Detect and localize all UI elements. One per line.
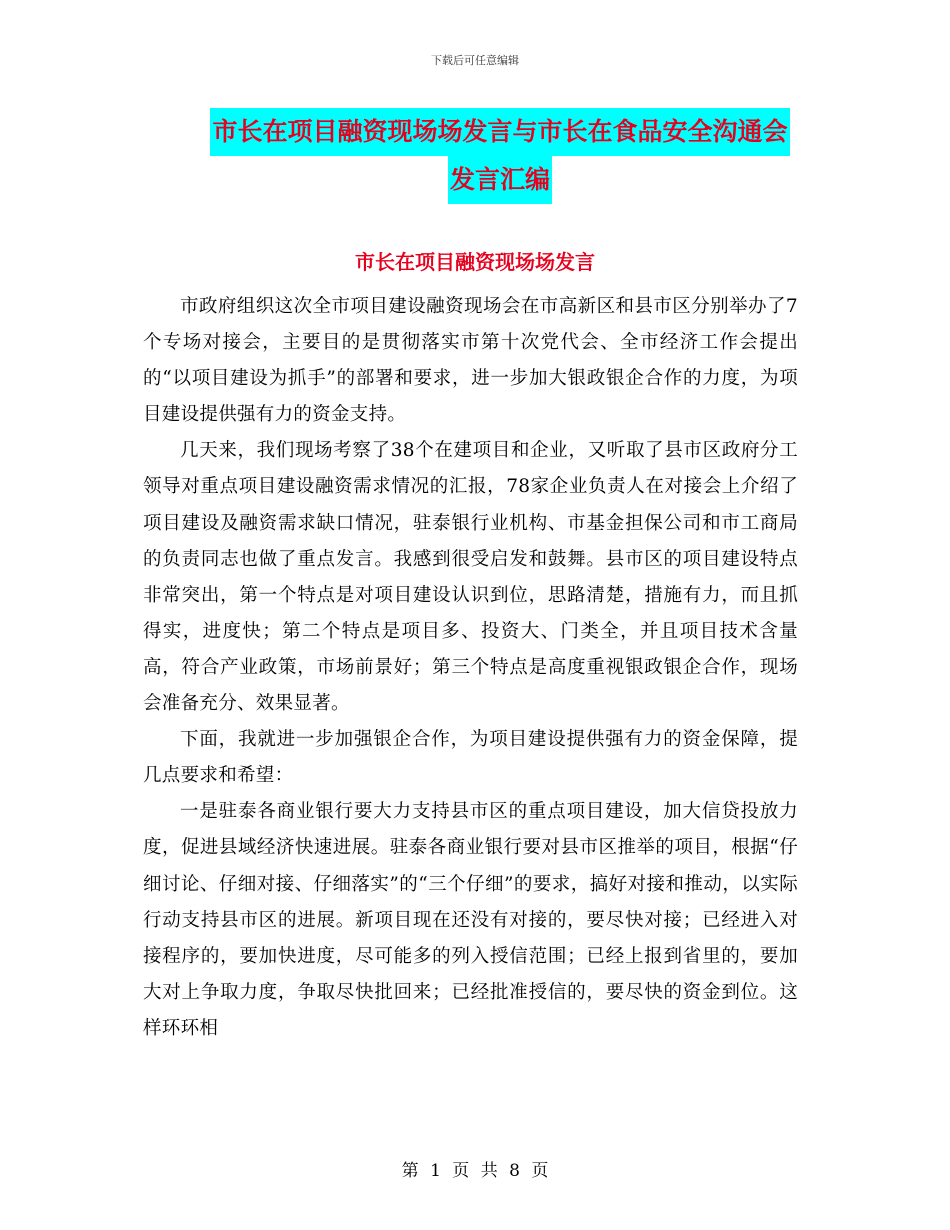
paragraph-4: 一是驻泰各商业银行要大力支持县市区的重点项目建设，加大信贷投放力度，促进县域经济快速进展。驻泰各商业银行要对县市区推举的项目，根据“仔细讨论、仔细对接、仔细落实”的“三个仔细”的要求，搞好对接和推动，以实际行动支持县市区的进展。新项目现在还没有对接的，要尽快对接；已经进入对接程序的，要加快进度，尽可能多的列入授信范围；已经上报到省里的，要加大对上争取力度，争取尽快批回来；已经批准授信的，要尽快的资金到位。这样环环相 <box>143 801 798 1039</box>
document-title <box>190 108 810 204</box>
document-title-line-1: 市长在项目融资现场场发言与市长在食品安全沟通会 <box>210 108 789 156</box>
page-header-note: 下载后可任意编辑 <box>431 54 519 67</box>
section-title: 市长在项目融资现场场发言 <box>355 250 595 274</box>
paragraph-2: 几天来，我们现场考察了38个在建项目和企业，又听取了县市区政府分工领导对重点项目建设融资需求情况的汇报，78家企业负责人在对接会上介绍了项目建设及融资需求缺口情况，驻泰银行业机构、市基金担保公司和市工商局的负责同志也做了重点发言。我感到很受启发和鼓舞。县市区的项目建设特点非常突出，第一个特点是对项目建设认识到位，思路清楚，措施有力，而且抓得实，进度快；第二个特点是项目多、投资大、门类全，并且项目技术含量高，符合产业政策，市场前景好；第三个特点是高度重视银政银企合作，现场会准备充分、效果显著。 <box>143 440 798 715</box>
document-body <box>143 289 798 1047</box>
paragraph-1: 市政府组织这次全市项目建设融资现场会在市高新区和县市区分别举办了7个专场对接会，主要目的是贯彻落实市第十次党代会、全市经济工作会提出的“以项目建设为抓手”的部署和要求，进一步加大银政银企合作的力度，为项目建设提供强有力的资金支持。 <box>143 296 798 426</box>
paragraph-3: 下面，我就进一步加强银企合作，为项目建设提供强有力的资金保障，提几点要求和希望： <box>143 729 798 787</box>
page-number-footer: 第 1 页 共 8 页 <box>401 1161 549 1181</box>
document-title-line-2: 发言汇编 <box>448 156 552 204</box>
